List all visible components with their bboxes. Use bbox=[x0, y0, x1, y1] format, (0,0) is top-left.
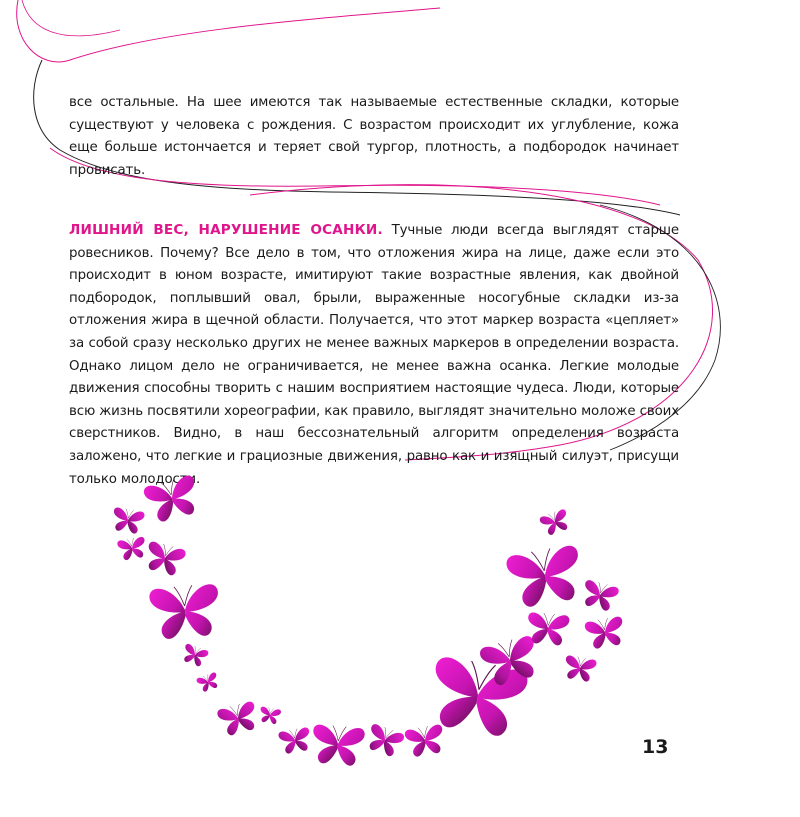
paragraph-text: все остальные. На шее имеются так называемые естественные складки, которые существуют у человека с рождения. С возрастом происходит их углубление, кожа еще больше истончается и теряет свой тургор, плотность, а подбородок начинает провисать. bbox=[69, 95, 679, 178]
paragraph-text: Тучные люди всегда выглядят старше ровесников. Почему? Все дело в том, что отложения жира на лице, даже если это происходит в юном возрасте, имитируют такие возрастные явления, как двойной подбородок, поплывший овал, брыли, выраженные носогубные складки из-за отложения жира в щечной области. Получается, что этот маркер возраста «цепляет» за собой сразу несколько других не менее важных маркеров в определении возраста. Однако лицом дело не ограничивается, не менее важна осанка. Легкие молодые движения способны творить с нашим восприятием настоящие чудеса. Люди, которые всю жизнь посвятили хореографии, как правило, выглядят значительно моложе своих сверстников. Видно, в наш бессознательный алгоритм определения возраста заложено, что легкие и грациозные движения, равно как и изящный силуэт, присущи только молодости. bbox=[69, 223, 679, 487]
section-heading: ЛИШНИЙ ВЕС, НАРУШЕНИЕ ОСАНКИ. bbox=[69, 222, 383, 238]
page-number: 13 bbox=[642, 736, 669, 758]
